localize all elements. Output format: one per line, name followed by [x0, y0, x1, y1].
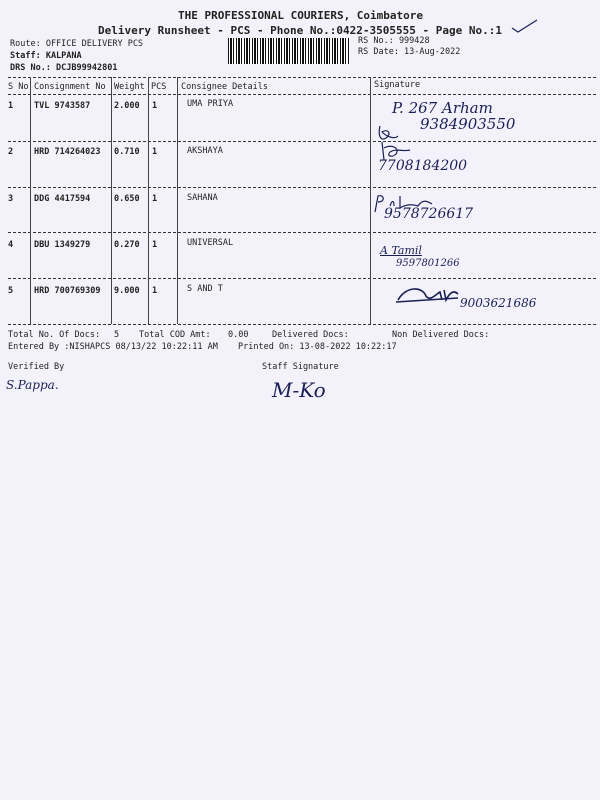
verified-by-label: Verified By	[8, 362, 65, 372]
row-consignment: HRD 714264023	[34, 147, 101, 157]
column-divider	[177, 77, 178, 324]
rs-number: RS No.: 999428	[358, 36, 430, 46]
cod-label: Total COD Amt:	[139, 330, 211, 340]
row-consignment: TVL 9743587	[34, 101, 91, 111]
row-pcs: 1	[152, 147, 158, 157]
row-divider	[8, 141, 596, 142]
row-pcs: 1	[152, 240, 158, 250]
row-weight: 9.000	[114, 286, 140, 296]
row-divider	[8, 278, 596, 279]
col-header-consignment: Consignment No	[34, 82, 106, 92]
entered-by: Entered By :NISHAPCS 08/13/22 10:22:11 AM	[8, 342, 218, 352]
row-pcs: 1	[152, 101, 158, 111]
row-weight: 0.710	[114, 147, 140, 157]
handwritten-phone: 9003621686	[460, 296, 537, 310]
col-header-sno: S No	[8, 82, 29, 92]
row-consignee: S AND T	[187, 284, 223, 294]
row-consignment: DDG 4417594	[34, 194, 91, 204]
handwritten-phone: 9384903550	[420, 115, 516, 133]
column-divider	[111, 77, 112, 324]
col-header-pcs: PCS	[151, 82, 167, 92]
row-sno: 1	[8, 101, 14, 111]
row-sno: 5	[8, 286, 14, 296]
row-sno: 2	[8, 147, 14, 157]
handwritten-phone: 9597801266	[396, 258, 460, 269]
barcode	[228, 38, 350, 64]
delivered-label: Delivered Docs:	[272, 330, 349, 340]
row-pcs: 1	[152, 286, 158, 296]
runsheet-title: Delivery Runsheet - PCS - Phone No.:0422-3505555 - Page No.:1	[98, 24, 502, 37]
row-consignment: HRD 700769309	[34, 286, 101, 296]
handwritten-phone: 9578726617	[384, 206, 474, 222]
printed-on: Printed On: 13-08-2022 10:22:17	[238, 342, 397, 352]
company-title: THE PROFESSIONAL COURIERS, Coimbatore	[178, 9, 424, 22]
staff-signature-label: Staff Signature	[262, 362, 339, 372]
row-divider	[8, 232, 596, 233]
row-consignee: AKSHAYA	[187, 146, 223, 156]
row-consignment: DBU 1349279	[34, 240, 91, 250]
row-weight: 2.000	[114, 101, 140, 111]
table-bottom-rule	[8, 324, 596, 325]
column-divider	[30, 77, 31, 324]
row-weight: 0.270	[114, 240, 140, 250]
handwritten-signature: P. 267 Arham	[392, 99, 493, 117]
row-weight: 0.650	[114, 194, 140, 204]
col-header-consignee: Consignee Details	[181, 82, 268, 92]
table-top-rule	[8, 77, 596, 78]
row-consignee: UNIVERSAL	[187, 238, 234, 248]
rs-date: RS Date: 13-Aug-2022	[358, 47, 461, 57]
row-consignee: SAHANA	[187, 193, 218, 203]
table-header-rule	[8, 94, 596, 95]
total-docs-value: 5	[114, 330, 120, 340]
row-consignee: UMA PRIYA	[187, 99, 234, 109]
row-pcs: 1	[152, 194, 158, 204]
cod-value: 0.00	[228, 330, 249, 340]
handwritten-signature: A Tamil	[380, 244, 422, 257]
non-delivered-label: Non Delivered Docs:	[392, 330, 490, 340]
staff-text: Staff: KALPANA	[10, 51, 82, 61]
drs-number: DRS No.: DCJB99942801	[10, 63, 118, 73]
row-sno: 4	[8, 240, 14, 250]
col-header-signature: Signature	[374, 80, 421, 90]
column-divider	[370, 77, 371, 324]
checkmark-icon	[510, 18, 540, 34]
row-divider	[8, 187, 596, 188]
row-sno: 3	[8, 194, 14, 204]
staff-signature: M-Ko	[272, 378, 326, 402]
route-text: Route: OFFICE DELIVERY PCS	[10, 39, 144, 49]
handwritten-phone: 7708184200	[378, 158, 468, 174]
verifier-signature: S.Pappa.	[6, 378, 59, 392]
column-divider	[148, 77, 149, 324]
signature-scribble	[396, 284, 460, 310]
total-docs-label: Total No. Of Docs:	[8, 330, 101, 340]
col-header-weight: Weight	[114, 82, 145, 92]
